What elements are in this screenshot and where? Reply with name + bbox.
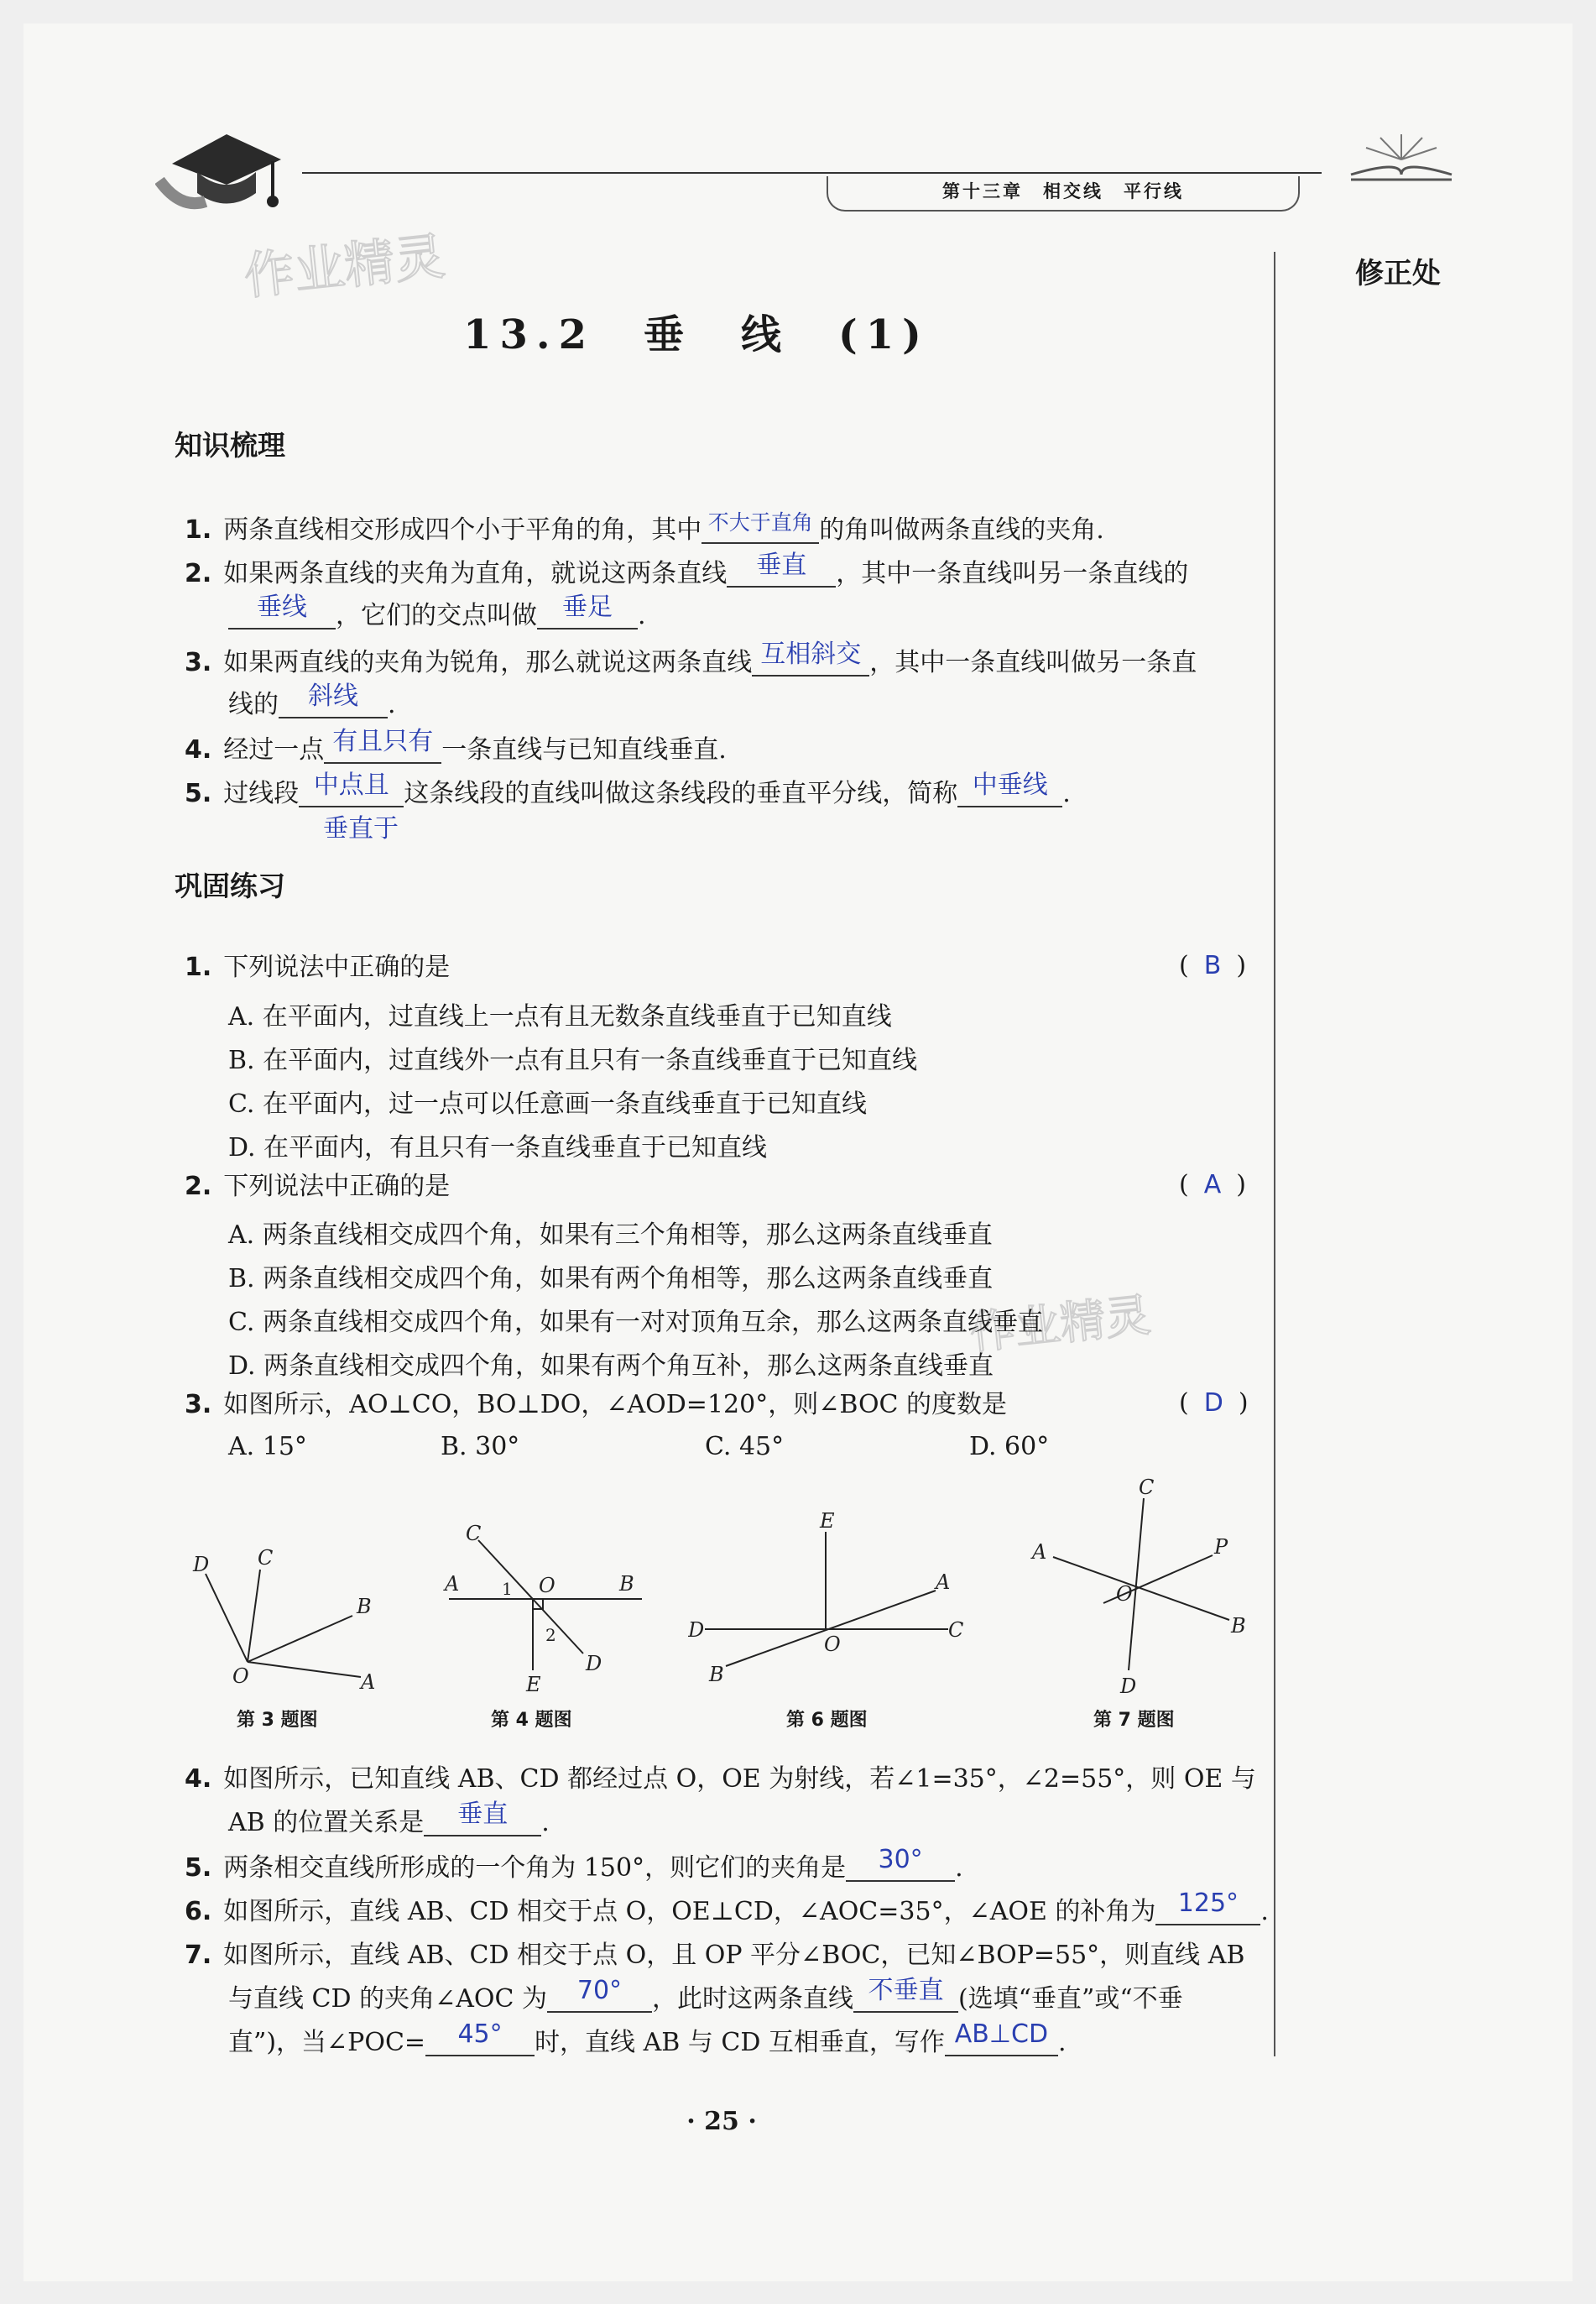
label-O: O bbox=[824, 1633, 841, 1656]
answer: 垂直 bbox=[457, 1800, 509, 1829]
option: C. 两条直线相交成四个角，如果有一对对顶角互余，那么这两条直线垂直 bbox=[228, 1308, 1043, 1337]
answer-bracket: ( A ) bbox=[1179, 1170, 1246, 1199]
label-C: C bbox=[948, 1618, 964, 1642]
answer: 互相斜交 bbox=[760, 640, 862, 669]
option: C. 在平面内，过一点可以任意画一条直线垂直于已知直线 bbox=[228, 1089, 867, 1119]
figure-caption: 第 7 题图 bbox=[1093, 1710, 1175, 1731]
label-C: C bbox=[258, 1546, 274, 1570]
label-D: D bbox=[688, 1618, 705, 1642]
question-7: 7. 如图所示，直线 AB、CD 相交于点 O，且 OP 平分∠BOC，已知∠BOP=55°，则直线 AB bbox=[185, 1941, 1245, 1970]
option: A. 两条直线相交成四个角，如果有三个角相等，那么这两条直线垂直 bbox=[228, 1220, 993, 1250]
answer: 不垂直 bbox=[868, 1976, 944, 2005]
label-D: D bbox=[1120, 1674, 1137, 1698]
label-C: C bbox=[1139, 1476, 1155, 1499]
answer: 125° bbox=[1177, 1889, 1239, 1918]
question-7-cont: 直”)，当∠POC= 45° 时，直线 AB 与 CD 互相垂直，写作 AB⊥CD . bbox=[228, 2019, 1067, 2057]
section-heading: 巩固练习 bbox=[175, 870, 285, 902]
answer: 垂足 bbox=[562, 593, 613, 622]
figure-6 bbox=[688, 1507, 973, 1700]
knowledge-item-5: 5. 过线段 中点且 这条线段的直线叫做这条线段的垂直平分线，简称 中垂线 . bbox=[185, 771, 1071, 808]
label-D: D bbox=[193, 1553, 210, 1576]
figure-caption: 第 3 题图 bbox=[237, 1710, 318, 1731]
label-B: B bbox=[357, 1595, 372, 1618]
question-2: 2. 下列说法中正确的是 bbox=[185, 1172, 451, 1201]
answer: 中点且 bbox=[313, 771, 389, 800]
section-heading: 知识梳理 bbox=[175, 429, 285, 462]
label-1: 1 bbox=[502, 1579, 513, 1599]
option: D. 两条直线相交成四个角，如果有两个角互补，那么这两条直线垂直 bbox=[228, 1351, 994, 1381]
figure-7 bbox=[1020, 1473, 1271, 1700]
answer: 70° bbox=[576, 1976, 623, 2005]
label-O: O bbox=[539, 1574, 555, 1597]
question-7-cont: 与直线 CD 的夹角∠AOC 为 70° ，此时这两条直线 不垂直 (选填“垂直”或“不垂 bbox=[228, 1976, 1183, 2014]
answer: 垂直于 bbox=[323, 814, 399, 844]
answer-bracket: ( D ) bbox=[1179, 1388, 1249, 1418]
answer-bracket: ( B ) bbox=[1179, 951, 1247, 980]
label-B: B bbox=[1231, 1614, 1246, 1638]
header-rule bbox=[302, 172, 1322, 174]
label-B: B bbox=[619, 1572, 634, 1596]
option: D. 在平面内，有且只有一条直线垂直于已知直线 bbox=[228, 1133, 768, 1162]
label-B: B bbox=[709, 1663, 724, 1686]
knowledge-item-2: 2. 如果两条直线的夹角为直角，就说这两条直线 垂直 ，其中一条直线叫另一条直线的 bbox=[185, 551, 1189, 588]
question-4: 4. 如图所示，已知直线 AB、CD 都经过点 O，OE 为射线，若∠1=35°，∠2=55°，则 OE 与 bbox=[185, 1764, 1256, 1794]
label-A: A bbox=[1032, 1540, 1047, 1564]
question-3: 3. 如图所示，AO⊥CO，BO⊥DO，∠AOD=120°，则∠BOC 的度数是 bbox=[185, 1390, 1008, 1419]
label-E: E bbox=[820, 1509, 835, 1533]
option: D. 60° bbox=[969, 1432, 1050, 1461]
figure-4 bbox=[428, 1515, 663, 1708]
answer: 垂线 bbox=[257, 593, 307, 622]
question-6: 6. 如图所示，直线 AB、CD 相交于点 O，OE⊥CD，∠AOC=35°，∠AOE 的补角为 125° . bbox=[185, 1889, 1269, 1926]
answer: 30° bbox=[878, 1845, 923, 1874]
label-C: C bbox=[466, 1522, 482, 1545]
answer: 不大于直角 bbox=[707, 510, 813, 535]
label-O: O bbox=[232, 1664, 249, 1688]
answer: 45° bbox=[457, 2019, 503, 2049]
page-title: 13.2 垂 线 (1) bbox=[463, 311, 930, 358]
watermark: 作业精灵 bbox=[967, 1288, 1154, 1361]
question-4-cont: AB 的位置关系是 垂直 . bbox=[228, 1800, 550, 1837]
option: C. 45° bbox=[705, 1432, 785, 1461]
question-5: 5. 两条相交直线所形成的一个角为 150°，则它们的夹角是 30° . bbox=[185, 1845, 963, 1883]
answer: AB⊥CD bbox=[954, 2019, 1049, 2049]
page-number: · 25 · bbox=[686, 2107, 757, 2136]
knowledge-item-3-cont: 线的 斜线 . bbox=[228, 682, 396, 719]
figure-3 bbox=[180, 1528, 390, 1695]
figure-caption: 第 6 题图 bbox=[786, 1710, 868, 1731]
label-O: O bbox=[1116, 1582, 1133, 1606]
margin-rule bbox=[1274, 252, 1275, 2056]
label-A: A bbox=[445, 1572, 460, 1596]
correction-label: 修正处 bbox=[1355, 257, 1441, 290]
label-E: E bbox=[526, 1673, 541, 1696]
label-D: D bbox=[586, 1652, 602, 1675]
knowledge-item-3: 3. 如果两直线的夹角为锐角，那么就说这两条直线 互相斜交 ，其中一条直线叫做另一条直 bbox=[185, 640, 1197, 677]
question-1: 1. 下列说法中正确的是 bbox=[185, 953, 451, 982]
answer: 中垂线 bbox=[972, 771, 1048, 800]
option: A. 在平面内，过直线上一点有且无数条直线垂直于已知直线 bbox=[228, 1002, 892, 1032]
answer: 垂直 bbox=[756, 551, 807, 580]
graduation-cap-icon bbox=[155, 118, 289, 227]
label-A: A bbox=[936, 1570, 951, 1594]
knowledge-item-4: 4. 经过一点 有且只有 一条直线与已知直线垂直. bbox=[185, 727, 727, 765]
option: B. 在平面内，过直线外一点有且只有一条直线垂直于已知直线 bbox=[228, 1046, 918, 1075]
label-A: A bbox=[361, 1670, 376, 1694]
chapter-label: 第十三章 相交线 平行线 bbox=[827, 176, 1300, 212]
option: A. 15° bbox=[228, 1432, 307, 1461]
knowledge-item-1: 1. 两条直线相交形成四个小于平角的角，其中 $^{不大于直角}$ 的角叫做两条直线的夹角. bbox=[185, 510, 1104, 545]
figure-caption: 第 4 题图 bbox=[491, 1710, 572, 1731]
label-2: 2 bbox=[545, 1625, 556, 1645]
knowledge-item-2-cont: 垂线 ，它们的交点叫做 垂足 . bbox=[228, 599, 646, 633]
option: B. 30° bbox=[441, 1432, 520, 1461]
answer: 有且只有 bbox=[332, 727, 434, 756]
option: B. 两条直线相交成四个角，如果有两个角相等，那么这两条直线垂直 bbox=[228, 1264, 994, 1293]
watermark: 作业精灵 bbox=[241, 227, 448, 307]
open-book-icon bbox=[1343, 126, 1460, 185]
answer: 斜线 bbox=[308, 682, 358, 711]
label-P: P bbox=[1214, 1535, 1228, 1559]
